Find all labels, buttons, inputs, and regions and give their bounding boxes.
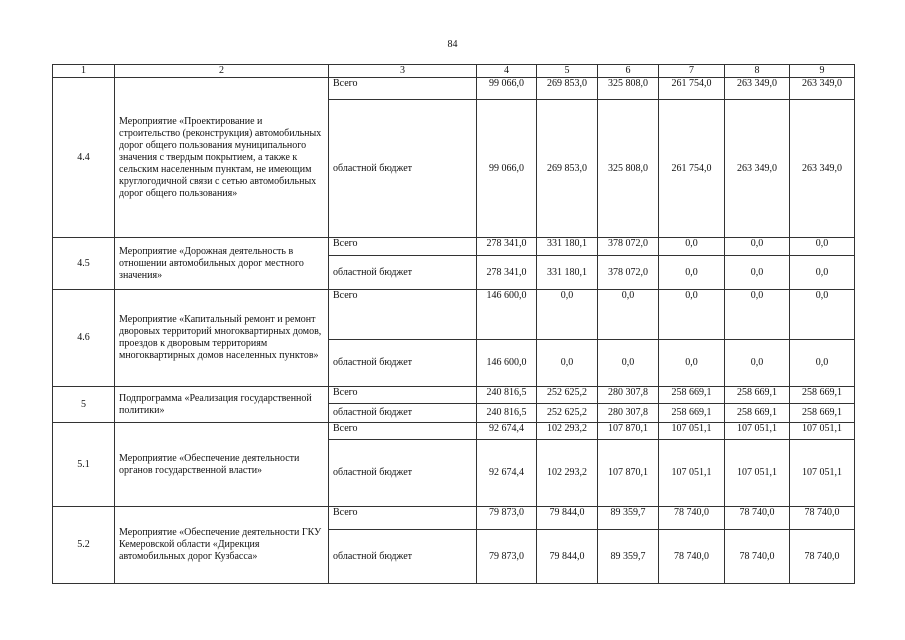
value-cell: 263 349,0	[790, 100, 855, 238]
value-cell: 258 669,1	[790, 404, 855, 423]
item-number: 5.1	[53, 423, 115, 507]
value-cell: 240 816,5	[477, 404, 537, 423]
value-cell: 280 307,8	[598, 387, 659, 404]
funding-source: Всего	[329, 387, 477, 404]
item-name: Мероприятие «Дорожная деятельность в отношении автомобильных дорог местного значения»	[115, 238, 329, 290]
value-cell: 258 669,1	[659, 404, 725, 423]
table-row	[53, 507, 855, 530]
item-name: Мероприятие «Обеспечение деятельности органов государственной власти»	[115, 423, 329, 507]
item-name: Подпрограмма «Реализация государственной политики»	[115, 387, 329, 423]
value-cell: 146 600,0	[477, 340, 537, 387]
value-cell: 107 051,1	[725, 423, 790, 440]
value-cell: 0,0	[725, 238, 790, 256]
value-cell: 0,0	[659, 290, 725, 340]
value-cell: 78 740,0	[725, 507, 790, 530]
value-cell: 79 873,0	[477, 530, 537, 584]
budget-table	[52, 64, 855, 584]
value-cell: 0,0	[659, 340, 725, 387]
value-cell: 0,0	[598, 290, 659, 340]
value-cell: 107 051,1	[790, 440, 855, 507]
value-cell: 278 341,0	[477, 238, 537, 256]
funding-source: областной бюджет	[329, 256, 477, 290]
value-cell: 0,0	[725, 256, 790, 290]
value-cell: 0,0	[790, 340, 855, 387]
column-header: 4	[477, 65, 537, 78]
value-cell: 331 180,1	[537, 256, 598, 290]
value-cell: 78 740,0	[725, 530, 790, 584]
table-row	[53, 423, 855, 440]
value-cell: 78 740,0	[659, 507, 725, 530]
value-cell: 0,0	[659, 256, 725, 290]
value-cell: 89 359,7	[598, 507, 659, 530]
value-cell: 261 754,0	[659, 100, 725, 238]
column-header: 3	[329, 65, 477, 78]
item-number: 5.2	[53, 507, 115, 584]
value-cell: 258 669,1	[725, 387, 790, 404]
item-number: 4.5	[53, 238, 115, 290]
item-number: 5	[53, 387, 115, 423]
value-cell: 89 359,7	[598, 530, 659, 584]
value-cell: 102 293,2	[537, 440, 598, 507]
value-cell: 278 341,0	[477, 256, 537, 290]
table-row	[53, 290, 855, 340]
value-cell: 107 051,1	[725, 440, 790, 507]
column-header: 6	[598, 65, 659, 78]
value-cell: 107 870,1	[598, 440, 659, 507]
item-name: Мероприятие «Обеспечение деятельности ГКУ Кемеровской области «Дирекция автомобильных дорог Кузбасса»	[115, 507, 329, 584]
value-cell: 0,0	[659, 238, 725, 256]
value-cell: 263 349,0	[725, 100, 790, 238]
column-header: 1	[53, 65, 115, 78]
column-header: 9	[790, 65, 855, 78]
value-cell: 280 307,8	[598, 404, 659, 423]
item-number: 4.6	[53, 290, 115, 387]
value-cell: 240 816,5	[477, 387, 537, 404]
funding-source: Всего	[329, 78, 477, 100]
funding-source: областной бюджет	[329, 340, 477, 387]
column-number-row	[53, 65, 855, 78]
value-cell: 263 349,0	[790, 78, 855, 100]
value-cell: 79 844,0	[537, 507, 598, 530]
value-cell: 92 674,4	[477, 423, 537, 440]
value-cell: 92 674,4	[477, 440, 537, 507]
value-cell: 0,0	[725, 290, 790, 340]
value-cell: 99 066,0	[477, 78, 537, 100]
value-cell: 378 072,0	[598, 256, 659, 290]
value-cell: 99 066,0	[477, 100, 537, 238]
funding-source: областной бюджет	[329, 100, 477, 238]
table-row	[53, 78, 855, 100]
value-cell: 331 180,1	[537, 238, 598, 256]
value-cell: 0,0	[725, 340, 790, 387]
value-cell: 269 853,0	[537, 100, 598, 238]
value-cell: 261 754,0	[659, 78, 725, 100]
value-cell: 263 349,0	[725, 78, 790, 100]
value-cell: 0,0	[598, 340, 659, 387]
value-cell: 79 873,0	[477, 507, 537, 530]
item-name: Мероприятие «Капитальный ремонт и ремонт дворовых территорий многоквартирных домов, проездов к дворовым территориям многоквартирных домов населенных пунктов»	[115, 290, 329, 387]
page-number: 84	[447, 39, 458, 50]
column-header: 7	[659, 65, 725, 78]
table-row	[53, 387, 855, 404]
funding-source: Всего	[329, 290, 477, 340]
value-cell: 107 051,1	[659, 423, 725, 440]
value-cell: 78 740,0	[790, 507, 855, 530]
value-cell: 78 740,0	[790, 530, 855, 584]
value-cell: 258 669,1	[790, 387, 855, 404]
column-header: 2	[115, 65, 329, 78]
funding-source: Всего	[329, 507, 477, 530]
value-cell: 107 870,1	[598, 423, 659, 440]
value-cell: 146 600,0	[477, 290, 537, 340]
value-cell: 79 844,0	[537, 530, 598, 584]
value-cell: 0,0	[790, 256, 855, 290]
value-cell: 258 669,1	[659, 387, 725, 404]
value-cell: 325 808,0	[598, 78, 659, 100]
value-cell: 252 625,2	[537, 387, 598, 404]
item-number: 4.4	[53, 78, 115, 238]
value-cell: 325 808,0	[598, 100, 659, 238]
value-cell: 0,0	[790, 290, 855, 340]
value-cell: 0,0	[537, 290, 598, 340]
value-cell: 102 293,2	[537, 423, 598, 440]
funding-source: областной бюджет	[329, 440, 477, 507]
funding-source: областной бюджет	[329, 404, 477, 423]
item-name: Мероприятие «Проектирование и строительство (реконструкция) автомобильных дорог общего пользования муниципального значения с твердым покрытием, а также к сельским населенным пунктам, не имеющим круглогодичной связи с сетью автомобильных дорог общего пользования»	[115, 78, 329, 238]
column-header: 5	[537, 65, 598, 78]
value-cell: 78 740,0	[659, 530, 725, 584]
value-cell: 258 669,1	[725, 404, 790, 423]
value-cell: 252 625,2	[537, 404, 598, 423]
value-cell: 378 072,0	[598, 238, 659, 256]
funding-source: областной бюджет	[329, 530, 477, 584]
value-cell: 107 051,1	[659, 440, 725, 507]
table-row	[53, 238, 855, 256]
value-cell: 269 853,0	[537, 78, 598, 100]
value-cell: 0,0	[790, 238, 855, 256]
funding-source: Всего	[329, 238, 477, 256]
value-cell: 107 051,1	[790, 423, 855, 440]
column-header: 8	[725, 65, 790, 78]
funding-source: Всего	[329, 423, 477, 440]
value-cell: 0,0	[537, 340, 598, 387]
